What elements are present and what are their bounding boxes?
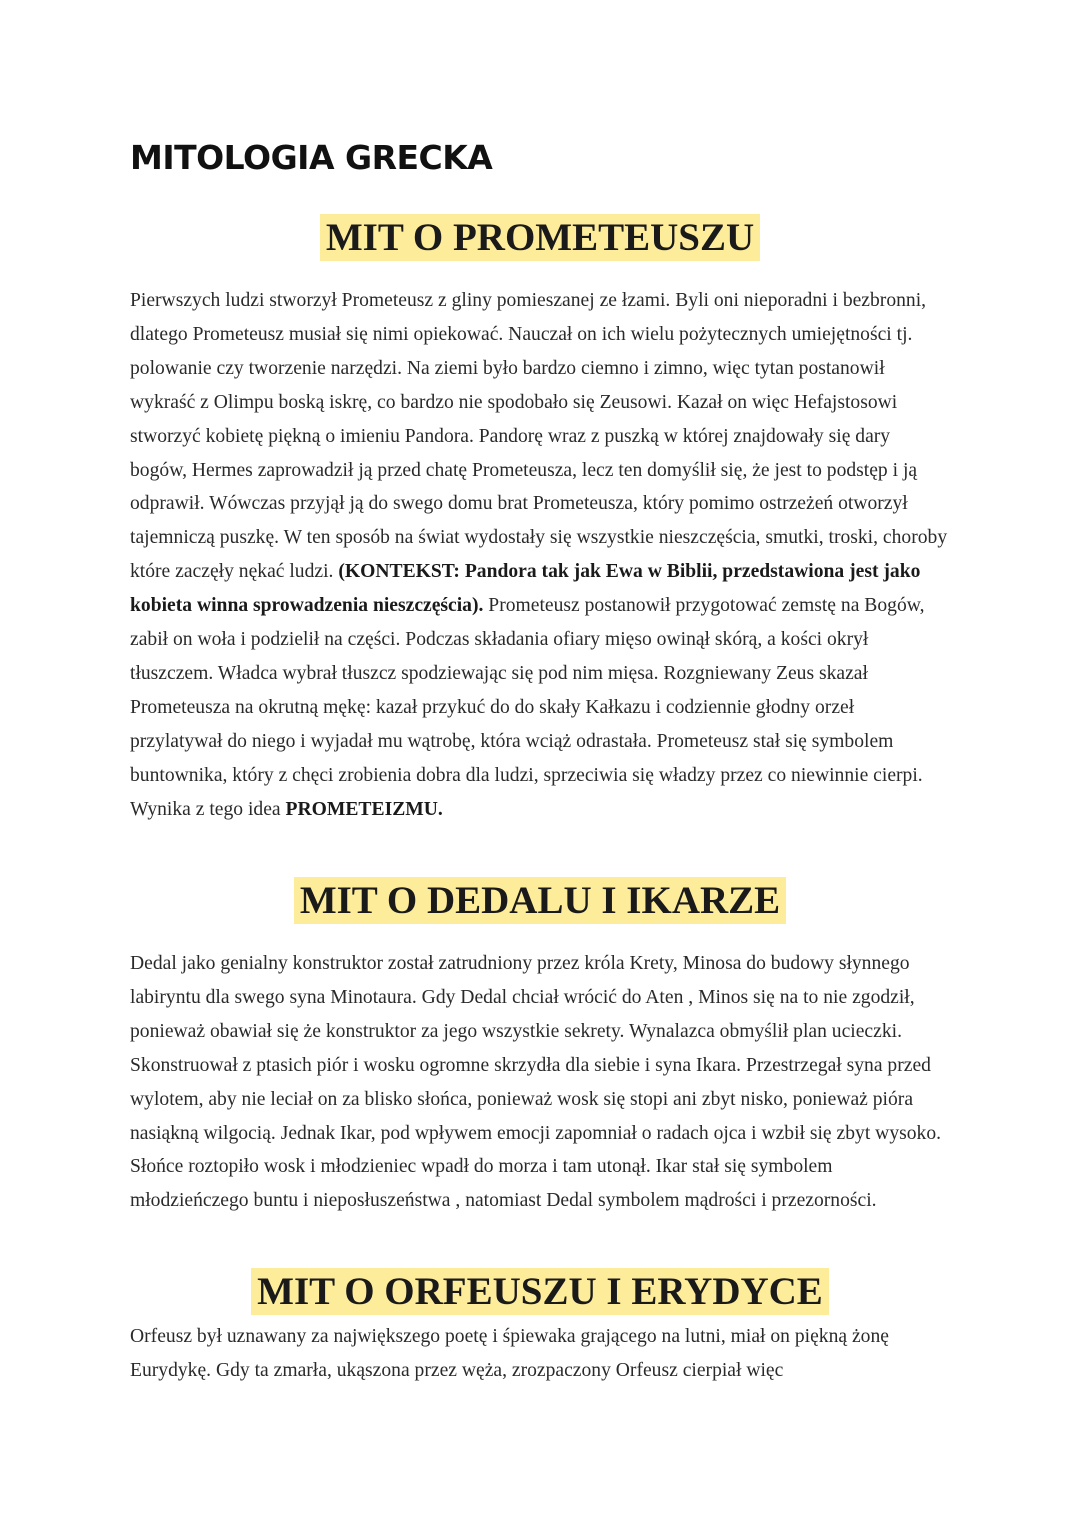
section-heading-prometeusz — [0, 214, 1080, 262]
section-text-orfeusz: Orfeusz był uznawany za największego poetę i śpiewaka grającego na lutni, miał on piękną żonę Eurydykę. Gdy ta zmarła, ukąszona przez węża, zrozpaczony Orfeusz cierpiał więc — [130, 1326, 889, 1381]
section-text-prometeusz — [130, 284, 948, 827]
paragraph-text: Prometeusz postanowił przygotować zemstę na Bogów, zabił on woła i podzielił na części. Podczas składania ofiary mięso owinął skórą, a kości okrył tłuszczem. Władca wybrał tłuszcz spodziewając się pod nim mięsa. Rozgniewany Zeus skazał Prometeusza na okrutną mękę: kazał przykuć do do skały Kałkazu i codziennie głodny orzeł przylatywał do niego i wyjadał mu wątrobę, która wciąż odrastała. Prometeusz stał się symbolem buntownika, który z chęci zrobienia dobra dla ludzi, sprzeciwia się władzy przez co niewinnie cierpi. Wynika z tego idea — [130, 595, 925, 820]
key-term: PROMETEIZMU. — [285, 798, 443, 820]
section-text-dedal: Dedal jako genialny konstruktor został zatrudniony przez króla Krety, Minosa do budowy słynnego labiryntu dla swego syna Minotaura. Gdy Dedal chciał wrócić do Aten , Minos się na to nie zgodził, ponieważ obawiał się że konstruktor za jego wszystkie sekrety. Wynalazca obmyślił plan ucieczki. Skonstruował z ptasich piór i wosku ogromne skrzydła dla siebie i syna Ikara. Przestrzegał syna przed wylotem, aby nie leciał on za blisko słońca, ponieważ wosk się stopi ani zbyt nisko, ponieważ pióra nasiąkną wilgocią. Jednak Ikar, pod wpływem emocji zapomniał o radach ojca i wzbił się zbyt wysoko. Słońce roztopiło wosk i młodzieniec wpadł do morza i tam utonął. Ikar stał się symbolem młodzieńczego buntu i nieposłuszeństwa , natomiast Dedal symbolem mądrości i przezorności. — [130, 953, 942, 1212]
section-heading-orfeusz — [0, 1268, 1080, 1316]
heading-highlight: MIT O ORFEUSZU I ERYDYCE — [251, 1268, 829, 1315]
paragraph-text: Pierwszych ludzi stworzył Prometeusz z gliny pomieszanej ze łzami. Byli oni nieporadni i bezbronni, dlatego Prometeusz musiał się nimi opiekować. Nauczał on ich wielu pożytecznych umiejętności tj. polowanie czy tworzenie narzędzi. Na ziemi było bardzo ciemno i zimno, więc tytan postanowił wykraść z Olimpu boską iskrę, co bardzo nie spodobało się Zeusowi. Kazał on więc Hefajstosowi stworzyć kobietę piękną o imieniu Pandora. Pandorę wraz z puszką w której znajdowały się dary bogów, Hermes zaprowadził ją przed chatę Prometeusza, lecz ten domyślił się, że jest to podstęp i ją odprawił. Wówczas przyjął ją do swego domu brat Prometeusza, który pomimo ostrzeżeń otworzył tajemniczą puszkę. W ten sposób na świat wydostały się wszystkie nieszczęścia, smutki, troski, choroby które zaczęły nękać ludzi. — [130, 290, 948, 583]
document-title: MITOLOGIA GRECKA — [130, 138, 493, 177]
context-note: (KONTEKST: Pandora tak jak Ewa w Biblii, przedstawiona jest jako kobieta winna sprowadzenia nieszczęścia). — [130, 561, 921, 617]
section-heading-dedal — [0, 877, 1080, 925]
heading-highlight: MIT O PROMETEUSZU — [320, 214, 760, 261]
heading-highlight: MIT O DEDALU I IKARZE — [294, 877, 786, 924]
